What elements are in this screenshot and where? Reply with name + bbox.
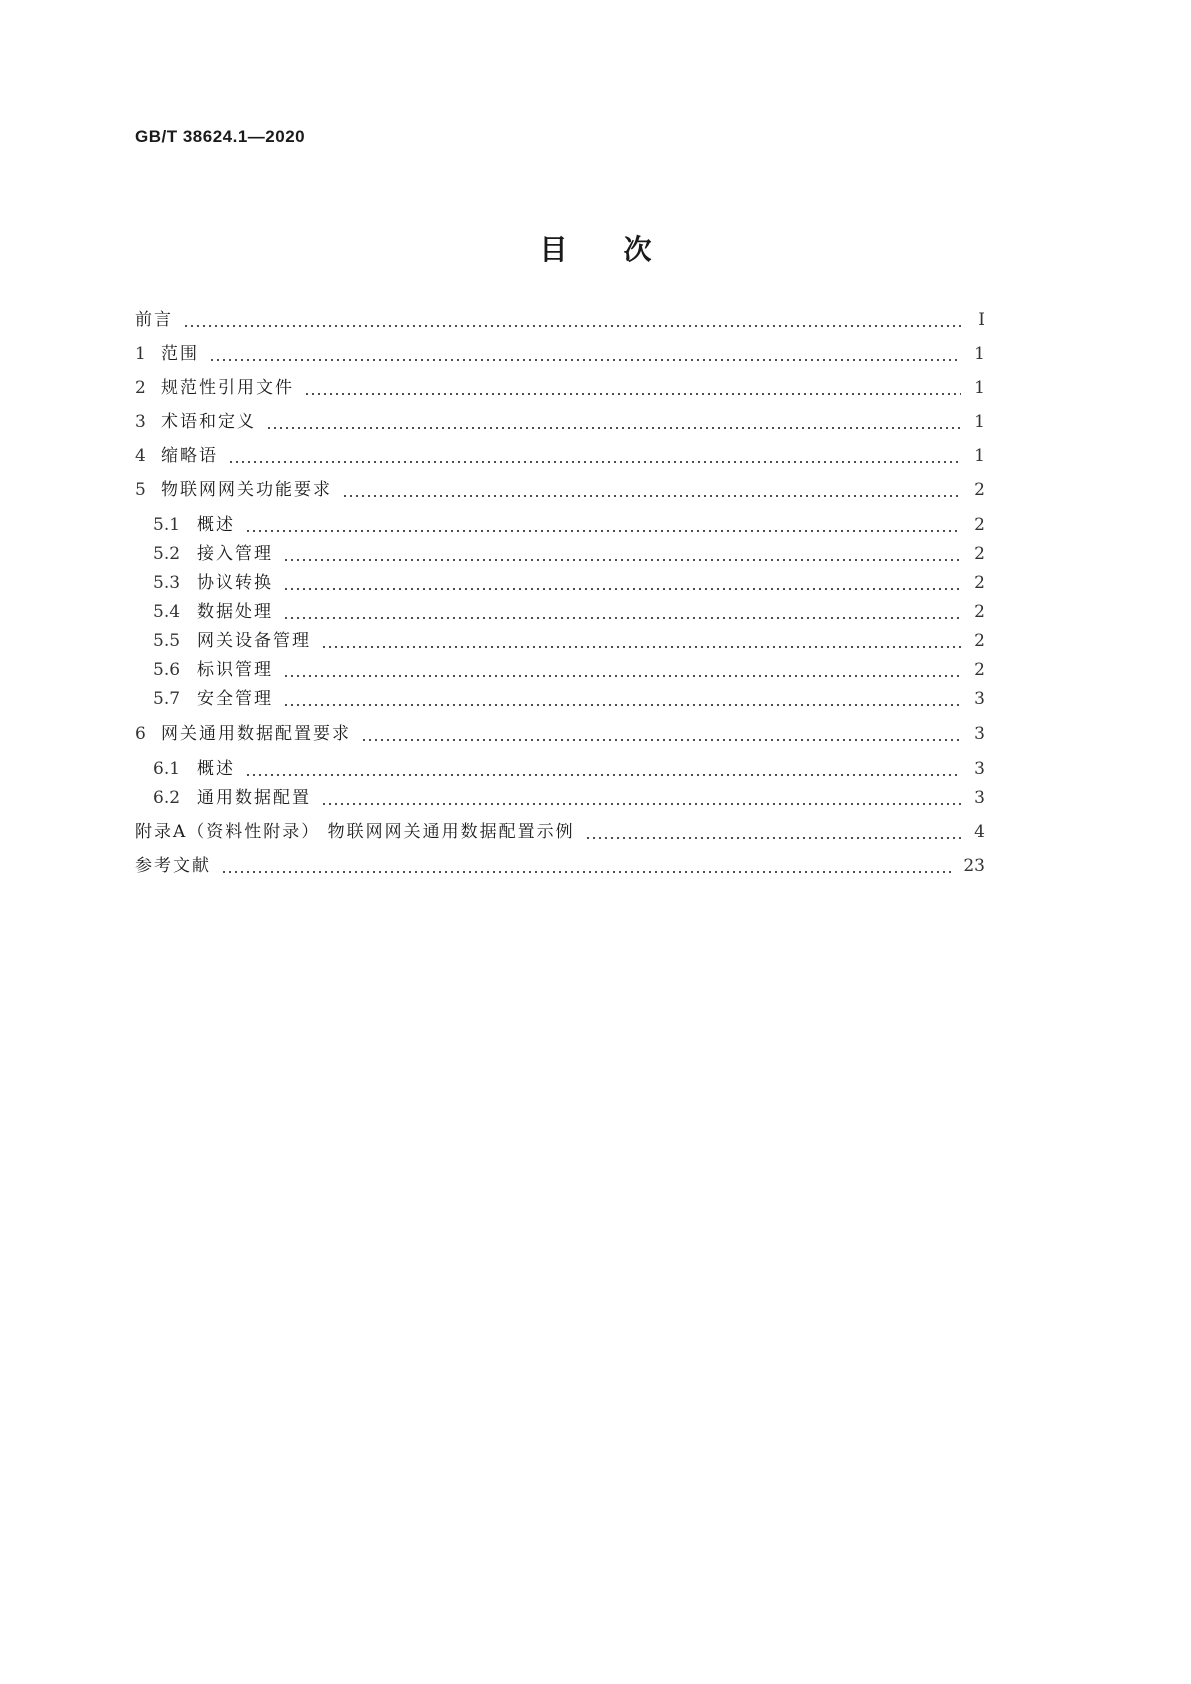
toc-entry[interactable] [135,478,985,502]
toc-entry-number: 5.7 [153,689,181,709]
toc-entry-page-number: 1 [974,412,985,432]
toc-entry-label: 规范性引用文件 [161,378,294,398]
toc-entry-number: 5.6 [153,660,181,680]
toc-entry-page-number: 2 [974,480,985,500]
dot-leader [245,757,961,781]
dot-leader [283,542,961,566]
dot-leader [283,571,961,595]
toc-entry-label: 接入管理 [197,544,273,564]
toc-entry-number: 6.1 [153,759,181,779]
toc-entry-label: 安全管理 [197,689,273,709]
toc-entry[interactable] [135,444,985,468]
toc-entry-number: 3 [135,412,146,432]
toc-entry-label: 术语和定义 [161,412,256,432]
dot-leader [221,854,953,878]
toc-entry[interactable] [153,513,985,537]
toc-entry-number: 5.5 [153,631,181,651]
toc-entry-label: 范围 [161,344,199,364]
toc-entry-number: 6.2 [153,788,181,808]
toc-entry-label: 网关通用数据配置要求 [161,724,351,744]
toc-entry-label: 前言 [135,310,173,330]
toc-entry-number: 5.4 [153,602,181,622]
toc-entry-number: 2 [135,378,146,398]
standard-code: GB/T 38624.1—2020 [135,127,306,146]
toc-entry-number: 6 [135,724,146,744]
toc-entry-number: 5.3 [153,573,181,593]
toc-entry-page-number: 3 [974,788,985,808]
dot-leader [342,478,961,502]
dot-leader [585,820,961,844]
toc-entry-page-number: 23 [963,856,985,876]
dot-leader [183,308,961,332]
toc-entry-label: 标识管理 [197,660,273,680]
toc-entry-label: 协议转换 [197,573,273,593]
toc-entry-number: 5.2 [153,544,181,564]
toc-entry-page-number: 2 [974,573,985,593]
toc-entry-label: 参考文献 [135,856,211,876]
toc-entry-number: 5 [135,480,146,500]
toc-entry-page-number: 2 [974,660,985,680]
dot-leader [321,629,961,653]
toc-entry-label: 缩略语 [161,446,218,466]
toc-entry[interactable] [153,687,985,711]
toc-entry-page-number: 2 [974,544,985,564]
toc-entry-label: 概述 [197,759,235,779]
toc-entry-label: 网关设备管理 [197,631,311,651]
toc-entry-page-number: Ⅰ [978,310,985,330]
toc-entry[interactable] [135,820,985,844]
dot-leader [283,600,961,624]
toc-entry-page-number: 3 [974,759,985,779]
toc-entry[interactable] [135,854,985,878]
toc-entry[interactable] [135,342,985,366]
toc-entry-page-number: 4 [974,822,985,842]
toc-entry-label: 通用数据配置 [197,788,311,808]
toc-entry[interactable] [153,629,985,653]
toc-entry-number: 4 [135,446,146,466]
toc-entry-label: 物联网网关功能要求 [161,480,332,500]
toc-entry[interactable] [135,308,985,332]
toc-entry-number: 1 [135,344,146,364]
toc-entry-page-number: 2 [974,631,985,651]
toc-entry-label: 附录A（资料性附录） 物联网网关通用数据配置示例 [135,822,575,842]
toc-entry-page-number: 2 [974,515,985,535]
dot-leader [283,687,961,711]
toc-entry-label: 概述 [197,515,235,535]
dot-leader [321,786,961,810]
toc-entry[interactable] [153,600,985,624]
dot-leader [304,376,961,400]
toc-entry-page-number: 2 [974,602,985,622]
dot-leader [361,722,961,746]
toc-entry-page-number: 1 [974,378,985,398]
toc-entry[interactable] [135,722,985,746]
toc-entry[interactable] [153,757,985,781]
dot-leader [283,658,961,682]
toc-entry[interactable] [153,658,985,682]
toc-entry[interactable] [153,571,985,595]
toc-entry-page-number: 3 [974,689,985,709]
dot-leader [209,342,961,366]
toc-entry-label: 数据处理 [197,602,273,622]
toc-entry[interactable] [153,786,985,810]
toc-entry-page-number: 1 [974,344,985,364]
toc-entry[interactable] [135,410,985,434]
toc-entry[interactable] [135,376,985,400]
dot-leader [245,513,961,537]
toc-entry[interactable] [153,542,985,566]
toc-entry-number: 5.1 [153,515,181,535]
dot-leader [228,444,961,468]
page-title: 目次 [539,233,708,266]
dot-leader [266,410,961,434]
toc-entry-page-number: 1 [974,446,985,466]
toc-entry-page-number: 3 [974,724,985,744]
